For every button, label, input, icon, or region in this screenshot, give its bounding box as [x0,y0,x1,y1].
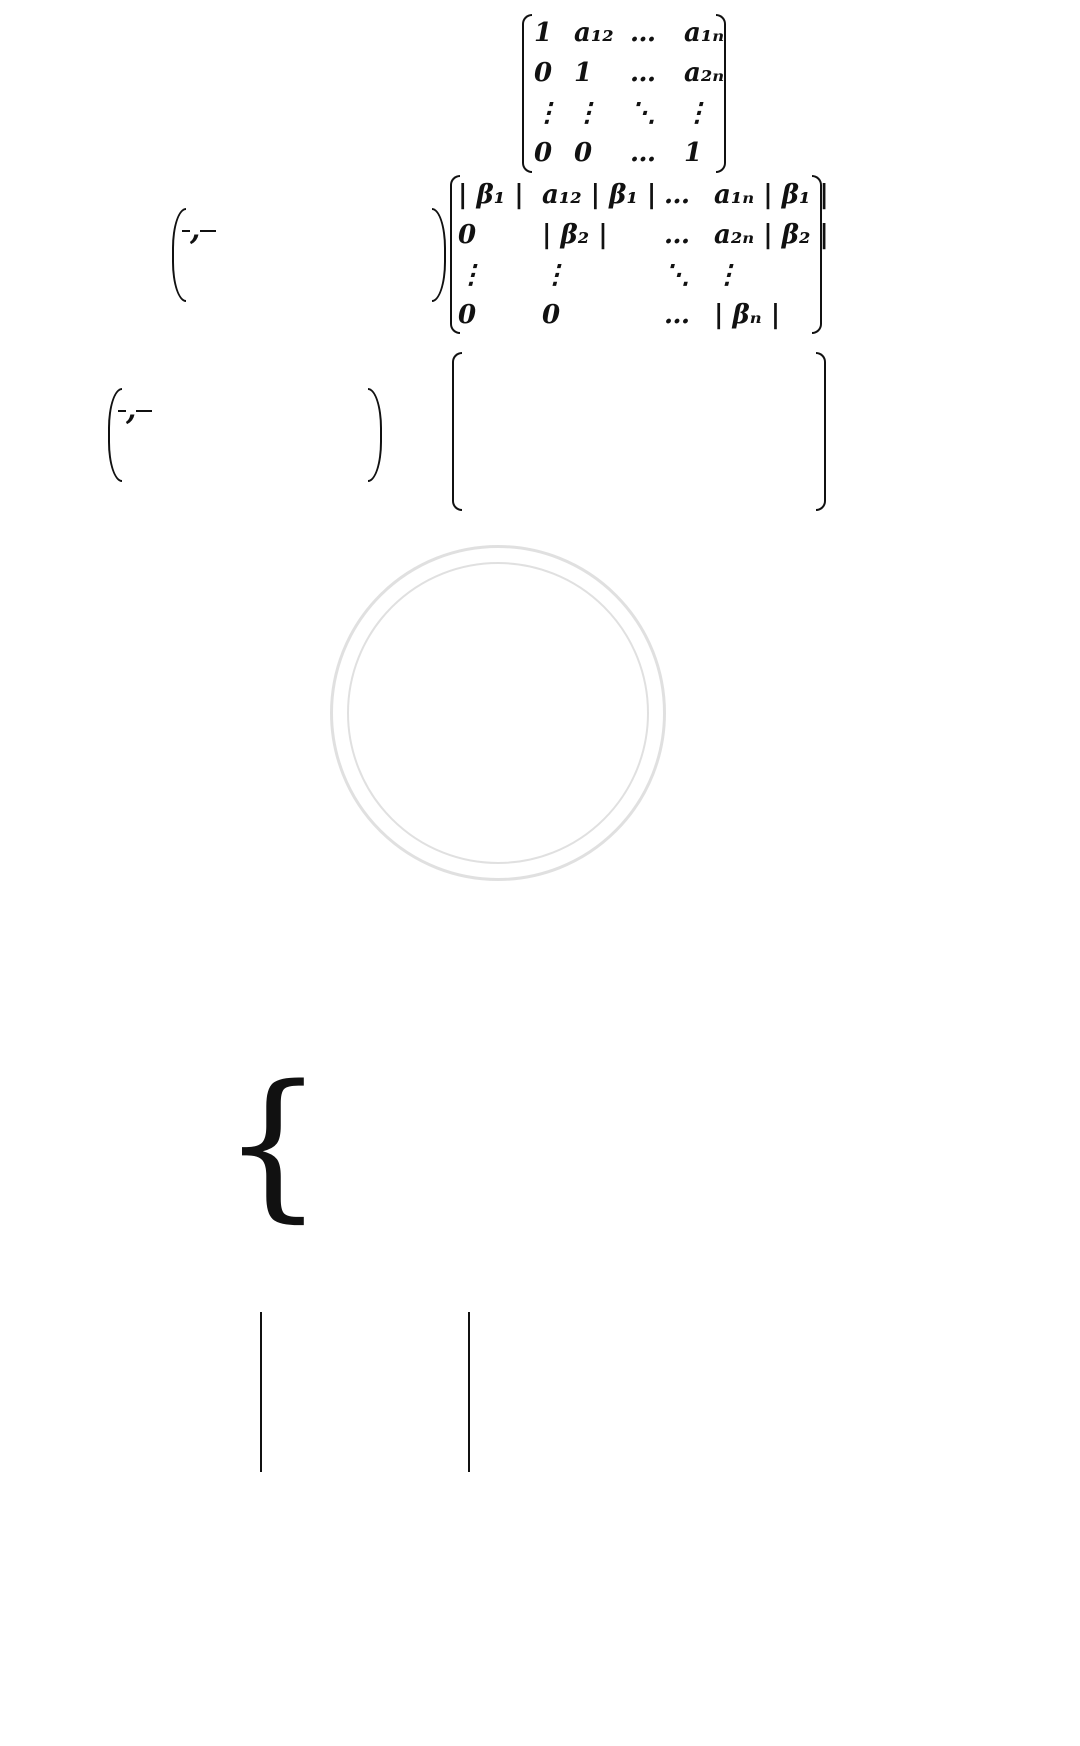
matrix2-cell-1-3: a₂ₙ | β₂ | [714,220,829,250]
watermark-seal [330,545,666,881]
matrix1-cell-1-0: 0 [534,58,553,88]
vdm-right-bar [468,1312,470,1472]
matrix1-cell-2-0: ⋮ [534,98,560,128]
matrix2-cell-2-2: ⋱ [664,260,690,290]
matrix1-cell-0-3: a₁ₙ [684,18,725,48]
frac-row1: , [182,212,216,247]
matrix2-cell-2-1: ⋮ [542,260,568,290]
vdm-left-bar [260,1312,262,1472]
matrix2-cell-1-1: | β₂ | [542,220,608,250]
matrix1-left-paren [522,14,532,173]
matrix1-cell-0-0: 1 [534,18,553,48]
matrix2-cell-0-1: a₁₂ | β₁ | [542,180,657,210]
matrix1-cell-0-1: a₁₂ [574,18,614,48]
matrix1-cell-0-2: … [630,18,656,48]
matrix1-cell-3-2: … [630,138,656,168]
matrix1-cell-3-1: 0 [574,138,593,168]
matrix3-left-paren [452,352,462,511]
frac-row2-right-paren [368,388,382,482]
matrix2-cell-0-0: | β₁ | [458,180,524,210]
matrix2-cell-3-3: | βₙ | [714,300,781,330]
matrix2-cell-0-3: a₁ₙ | β₁ | [714,180,829,210]
system-brace: { [222,1050,324,1237]
matrix1-cell-2-3: ⋮ [684,98,710,128]
matrix2-cell-2-3: ⋮ [714,260,740,290]
matrix1-cell-3-0: 0 [534,138,553,168]
matrix1-cell-3-3: 1 [684,138,703,168]
matrix3-right-paren [816,352,826,511]
matrix1-cell-1-2: … [630,58,656,88]
matrix2-cell-0-2: … [664,180,690,210]
matrix2-cell-3-0: 0 [458,300,477,330]
matrix1-cell-1-1: 1 [574,58,593,88]
matrix1-cell-2-2: ⋱ [630,98,656,128]
matrix2-cell-1-2: … [664,220,690,250]
frac-row2: , [118,392,152,427]
frac-row1-right-paren [432,208,446,302]
matrix1-cell-1-3: a₂ₙ [684,58,725,88]
matrix2-cell-2-0: ⋮ [458,260,484,290]
matrix2-cell-3-1: 0 [542,300,561,330]
matrix2-cell-3-2: … [664,300,690,330]
matrix2-cell-1-0: 0 [458,220,477,250]
matrix1-cell-2-1: ⋮ [574,98,600,128]
